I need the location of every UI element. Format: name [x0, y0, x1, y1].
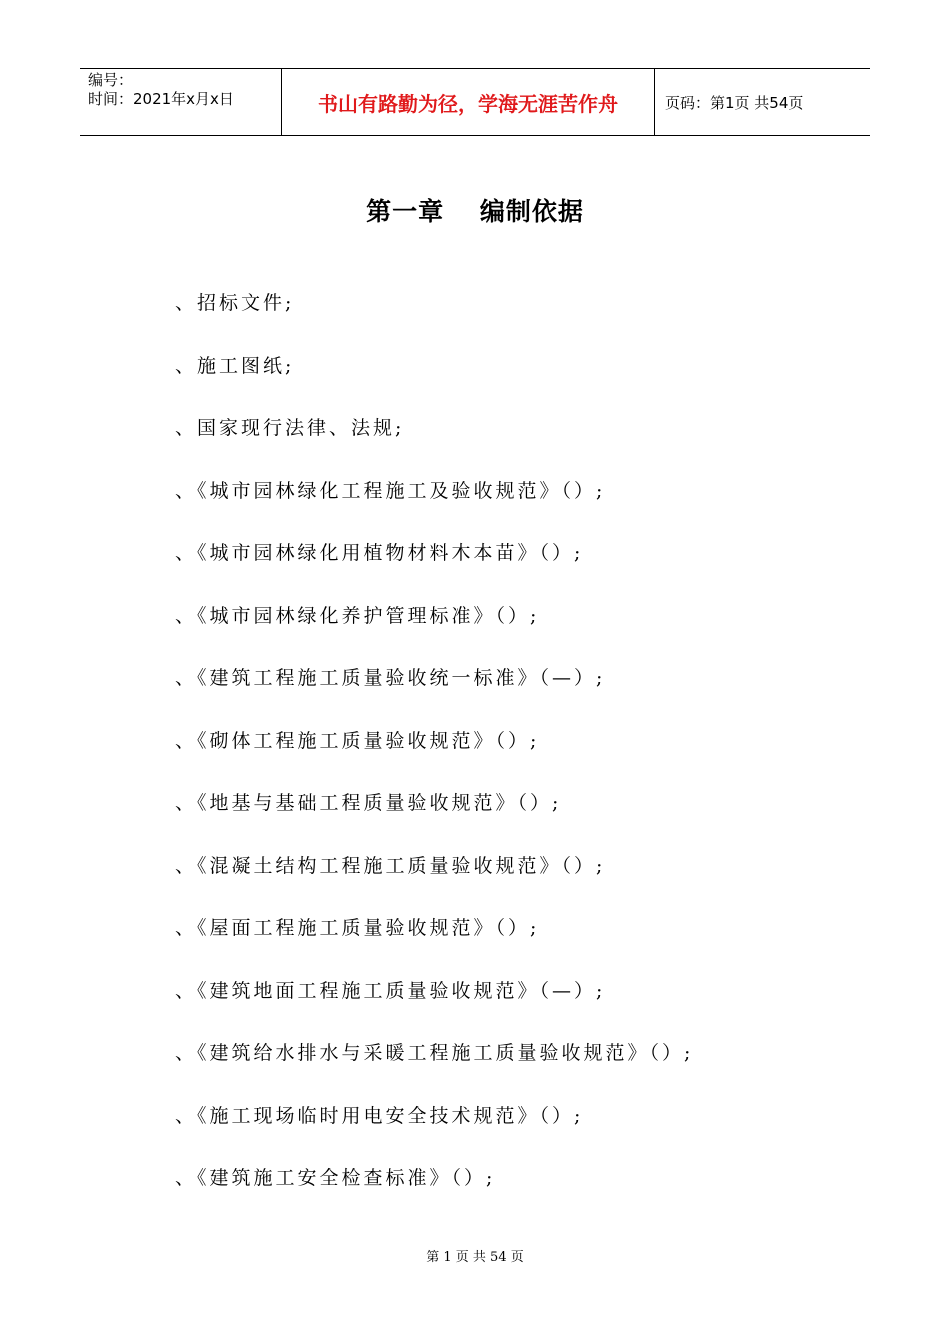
chapter-title: 第一章 编制依据: [366, 197, 584, 226]
list-item: 、《建筑给水排水与采暖工程施工质量验收规范》（）;: [175, 1042, 694, 1064]
header-meta: [80, 69, 282, 135]
list-item: 、《城市园林绿化用植物材料木本苗》（）;: [175, 542, 584, 564]
list-item: 、《城市园林绿化养护管理标准》（）;: [175, 604, 540, 627]
header-motto-cell: [282, 69, 655, 135]
basis-list: [175, 284, 693, 1222]
list-item: 、《砌体工程施工质量验收规范》（）;: [175, 729, 540, 752]
document-number-label: 编号：: [88, 71, 134, 89]
document-date: 时间：2021年x月x日: [88, 90, 234, 108]
list-item: 、《建筑工程施工质量验收统一标准》（—）;: [175, 667, 606, 689]
list-item: 、国家现行法律、法规;: [175, 417, 405, 439]
list-item: 、《混凝土结构工程施工质量验收规范》（）;: [175, 854, 606, 877]
page-header: [80, 68, 870, 136]
header-page-info: 页码：第1页 共54页: [665, 93, 804, 112]
list-item: 、《城市园林绿化工程施工及验收规范》（）;: [175, 479, 606, 502]
list-item: 、《地基与基础工程质量验收规范》（）;: [175, 792, 562, 814]
list-item: 、《施工现场临时用电安全技术规范》（）;: [175, 1104, 584, 1127]
list-item: 、《建筑施工安全检查标准》（）;: [175, 1167, 496, 1189]
list-item: 、《建筑地面工程施工质量验收规范》（—）;: [175, 979, 606, 1002]
list-item: 、《屋面工程施工质量验收规范》（）;: [175, 917, 540, 939]
list-item: 、施工图纸;: [175, 354, 295, 377]
list-item: 、招标文件;: [175, 292, 295, 314]
header-motto: 书山有路勤为径，学海无涯苦作舟: [318, 91, 618, 116]
header-page-info-cell: [655, 69, 870, 135]
page-footer: 第 1 页 共 54 页: [426, 1250, 524, 1265]
